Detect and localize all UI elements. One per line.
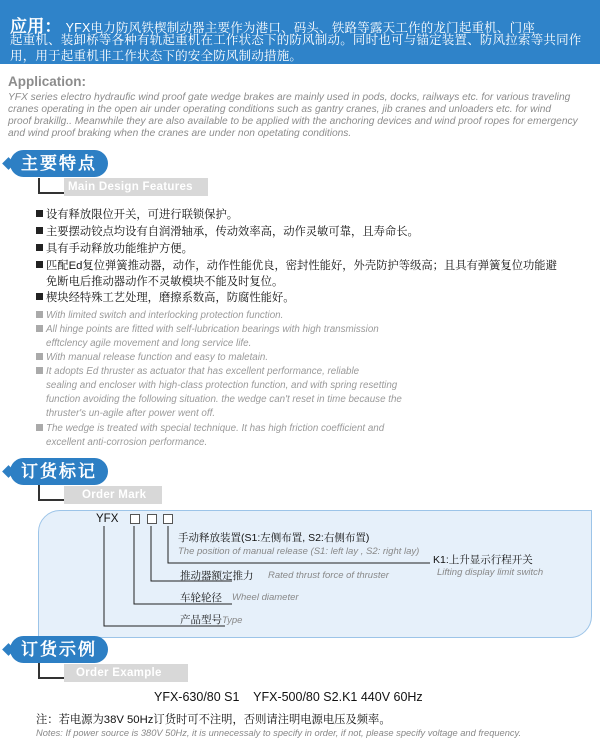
feature-cn-3: 具有手动释放功能维护方便。	[36, 240, 193, 256]
feature-en-3: With manual release function and easy to maletain.	[36, 352, 268, 363]
order-mark-subheading: Order Mark	[64, 486, 162, 504]
note-en: Notes: If power source is 380V 50Hz, it is unnecessaly to specify in order, if not, please specify voltage and frequency.	[36, 728, 522, 738]
application-line-1: YFX series electro hydraufic wind proof gate wedge brakes are mainly used in pods, docks, railways etc. for various traveling	[8, 92, 571, 103]
order-example-subheading: Order Example	[64, 664, 188, 682]
k1-en: Lifting display limit switch	[437, 567, 544, 578]
application-line-2: cranes operating in the open air under operating conditions such as gantry cranes, jib cranes and unloaders etc. for wind	[8, 104, 552, 115]
wheel-en: Wheel diameter	[232, 592, 299, 603]
feature-en-5: The wedge is treated with special technique. It has high friction coefficient and	[36, 423, 384, 434]
banner-line-2: 起重机、装卸桥等各种有轨起重机在工作状态下的防风制动。同时也可与锚定装置、防风拉索等共同作用，用于起重机非工作状态下的安全防风制动措施。	[10, 33, 582, 63]
feature-cn-4: 匹配Ed复位弹簧推动器，动作，动作性能优良，密封性能好，外壳防护等级高；且具有弹簧复位功能避	[36, 257, 557, 273]
banner-text-1: YFX电力防风铁楔制动器主要作为港口、码头、铁路等露天工作的龙门起重机、门座	[65, 21, 536, 35]
order-example-heading: 订货示例	[10, 636, 108, 663]
feature-en-4-cont3: thruster's un-agile after power went off.	[46, 408, 216, 419]
feature-en-2: All hinge points are fitted with self-lubrication bearings with high transmission	[36, 324, 379, 335]
wheel-cn: 车轮轮径	[180, 592, 222, 604]
thrust-cn: 推动器额定推力	[180, 570, 254, 582]
thrust-en: Rated thrust force of thruster	[268, 570, 389, 581]
note-cn: 注：若电源为38V 50Hz订货时可不注明，否则请注明电源电压及频率。	[36, 714, 391, 726]
order-code: YFX	[96, 513, 119, 525]
feature-cn-1: 设有释放限位开关，可进行联锁保护。	[36, 206, 238, 222]
k1-cn: K1:上升显示行程开关	[433, 554, 533, 566]
feature-en-4: It adopts Ed thruster as actuator that has excellent performance, reliable	[36, 366, 359, 377]
feature-cn-5: 楔块经特殊工艺处理，磨擦系数高，防腐性能好。	[36, 289, 295, 305]
features-subheading: Main Design Features	[64, 178, 208, 196]
feature-en-5-cont: excellent anti-corrosion performance.	[46, 437, 208, 448]
feature-cn-2: 主要摆动铰点均设有自润滑轴承，传动效率高，动作灵敏可靠，且寿命长。	[36, 223, 419, 239]
application-line-3: proof brakillg.. Meanwhile they are also available to be applied with the anchoring devices and wind proof ropes for emergency	[8, 116, 578, 127]
type-cn: 产品型号Type	[180, 614, 243, 626]
feature-en-1: With limited switch and interlocking protection function.	[36, 310, 283, 321]
feature-en-4-cont2: function avoiding the following situation. the wedge can't reset in time because the	[46, 394, 402, 405]
order-mark-heading: 订货标记	[10, 458, 108, 485]
features-heading: 主要特点	[10, 150, 108, 177]
release-en: The position of manual release (S1: left lay , S2: right lay)	[178, 546, 420, 557]
feature-en-2-cont: efftclency agile movement and long service life.	[46, 338, 252, 349]
type-en: Type	[222, 615, 243, 626]
release-cn: 手动释放装置(S1:左侧布置, S2:右侧布置)	[178, 532, 370, 544]
feature-cn-4-cont: 免断电后推动器动作不灵敏模块不能及时复位。	[46, 276, 284, 288]
order-example-text: YFX-630/80 S1 YFX-500/80 S2.K1 440V 60Hz	[154, 690, 423, 704]
application-title: Application:	[8, 74, 86, 89]
application-line-4: and wind proof braking when the cranes are under non opetating conditions.	[8, 128, 352, 139]
order-example-bracket	[38, 663, 66, 679]
banner-tag: 应用：	[10, 17, 62, 36]
feature-en-4-cont1: sealing and encloser with high-class protection function, and with spring resetting	[46, 380, 398, 391]
